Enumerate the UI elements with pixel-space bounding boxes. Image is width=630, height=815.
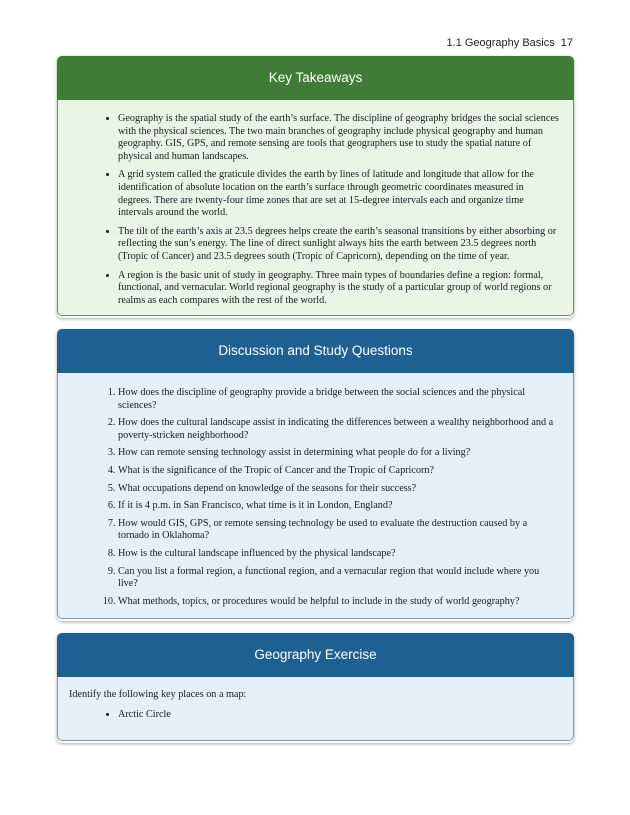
exercise-title: Geography Exercise [57,633,574,677]
discussion-list [58,387,573,608]
list-item: • A grid system called the graticule divides the earth by lines of latitude and longitude that allow for the identification of absolute location on the earth’s surface through geometric coordinates measured in degrees. There are twenty-four time zones that are set at 15-degree intervals each and organize time intervals around the world. [118,169,559,219]
list-item: 1. How does the discipline of geography provide a bridge between the social sciences and the physical sciences? [118,387,559,412]
list-item: • Geography is the spatial study of the earth’s surface. The discipline of geography bridges the social sciences with the physical sciences. The two main branches of geography include physical geography and human geography. GIS, GPS, and remote sensing are tools that geographers use to study the spatial nature of physical and human landscapes. [118,113,559,163]
list-item: 5. What occupations depend on knowledge of the seasons for their success? [118,483,559,496]
key-takeaways-body [57,100,574,316]
key-takeaways-box [57,56,574,318]
section-title: 1.1 Geography Basics [446,37,555,49]
running-header [447,37,573,49]
exercise-box [57,633,574,743]
exercise-list [58,709,573,722]
exercise-intro: Identify the following key places on a map: [69,689,247,700]
list-item: 2. How does the cultural landscape assist in indicating the differences between a wealthy neighborhood and a poverty-stricken neighborhood? [118,417,559,442]
discussion-body [57,373,574,619]
discussion-box [57,329,574,621]
list-item: • A region is the basic unit of study in geography. Three main types of boundaries define a region: formal, functional, and vernacular. World regional geography is the study of a particular group of world regions or realms as each compares with the rest of the world. [118,270,559,308]
list-item: 4. What is the significance of the Tropic of Cancer and the Tropic of Capricorn? [118,465,559,478]
list-item: • The tilt of the earth’s axis at 23.5 degrees helps create the earth’s seasonal transitions by either absorbing or reflecting the sun’s energy. The line of direct sunlight always hits the earth between 23.5 degrees north (Tropic of Cancer) and 23.5 degrees south (Tropic of Capricorn), depending on the time of year. [118,226,559,264]
list-item: 10. What methods, topics, or procedures would be helpful to include in the study of world geography? [118,596,559,609]
list-item: 3. How can remote sensing technology assist in determining what people do for a living? [118,447,559,460]
key-takeaways-title: Key Takeaways [57,56,574,100]
list-item: 7. How would GIS, GPS, or remote sensing technology be used to evaluate the destruction caused by a tornado in Oklahoma? [118,518,559,543]
list-item: 6. If it is 4 p.m. in San Francisco, what time is it in London, England? [118,500,559,513]
list-item: 8. How is the cultural landscape influenced by the physical landscape? [118,548,559,561]
discussion-title: Discussion and Study Questions [57,329,574,373]
key-takeaways-list [58,113,573,307]
list-item: • Arctic Circle [118,709,559,722]
exercise-body [57,677,574,741]
list-item: 9. Can you list a formal region, a functional region, and a vernacular region that would include where you live? [118,566,559,591]
page-number: 17 [560,37,573,49]
